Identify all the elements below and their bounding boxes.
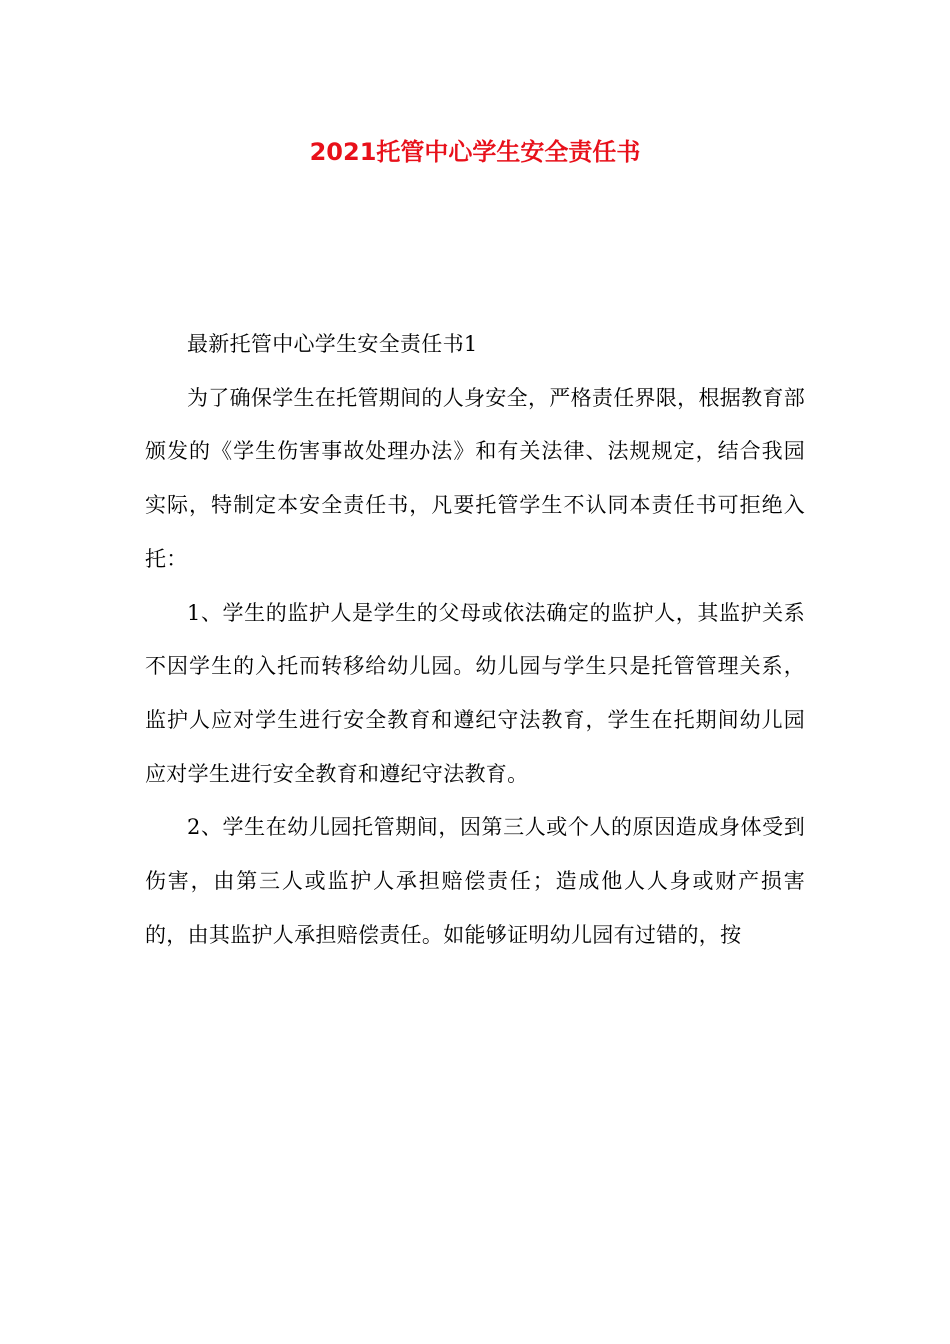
paragraph-heading: 最新托管中心学生安全责任书1 [187,332,478,356]
paragraph-clause-1: 1、学生的监护人是学生的父母或依法确定的监护人，其监护关系不因学生的入托而转移给幼儿园。幼儿园与学生只是托管管理关系，监护人应对学生进行安全教育和遵纪守法教育，学生在托期间幼儿园应对学生进行安全教育和遵纪守法教育。 [145,600,805,786]
document-title: 2021托管中心学生安全责任书 [309,138,641,166]
paragraph-intro: 为了确保学生在托管期间的人身安全，严格责任界限，根据教育部颁发的《学生伤害事故处理办法》和有关法律、法规规定，结合我园实际，特制定本安全责任书，凡要托管学生不认同本责任书可拒绝入托： [145,385,805,571]
paragraph-clause-2: 2、学生在幼儿园托管期间，因第三人或个人的原因造成身体受到伤害，由第三人或监护人承担赔偿责任；造成他人人身或财产损害的，由其监护人承担赔偿责任。如能够证明幼儿园有过错的，按 [145,815,805,947]
document-body [145,318,805,962]
